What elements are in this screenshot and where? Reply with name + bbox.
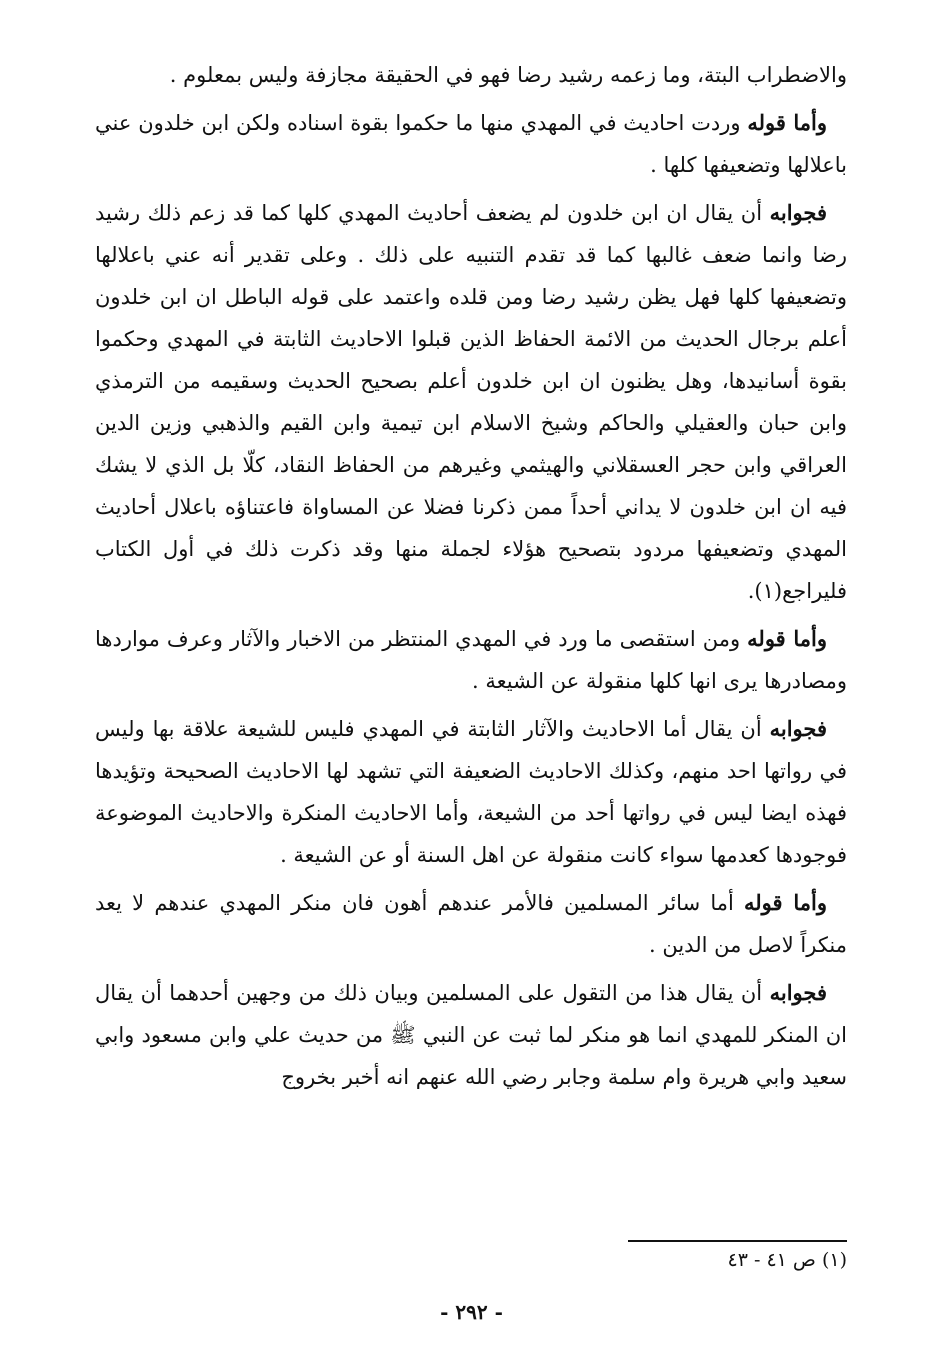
paragraph-lead: وأما قوله [747,626,827,651]
page-number: - ٢٩٢ - [440,1300,503,1324]
paragraph-text: وردت احاديث في المهدي منها ما حكموا بقوة اسناده ولكن ابن خلدون عني باعلالها وتضعيفها كلها . [95,111,847,177]
page-body [95,54,847,1104]
paragraph-6 [95,882,847,966]
paragraph-text: أن يقال هذا من التقول على المسلمين وبيان ذلك من وجهين أحدهما أن يقال ان المنكر للمهدي انما هو منكر لما ثبت عن النبي ﷺ من حديث علي وابن مسعود وابي سعيد وابي هريرة وام سلمة وجابر رضي الله عنهم انه أخبر بخروج [95,981,847,1089]
paragraph-text: أن يقال أما الاحاديث والآثار الثابتة في المهدي فليس للشيعة علاقة بها وليس في رواتها احد منهم، وكذلك الاحاديث الضعيفة التي تشهد لها الاحاديث الصحيحة وتؤيدها فهذه ايضا ليس في رواتها أحد من الشيعة، وأما الاحاديث المنكرة والاحاديث الموضوعة فوجودها كعدمها سواء كانت منقولة عن اهل السنة أو عن الشيعة . [95,717,847,867]
paragraph-2 [95,102,847,186]
paragraph-5 [95,708,847,876]
paragraph-text: والاضطراب البتة، وما زعمه رشيد رضا فهو في الحقيقة مجازفة وليس بمعلوم . [169,63,847,87]
paragraph-lead: وأما قوله [744,890,827,915]
paragraph-3 [95,192,847,612]
paragraph-1 [95,54,847,96]
paragraph-lead: فجوابه [769,980,827,1005]
footnote: (١) ص ٤١ - ٤٣ [727,1249,847,1271]
paragraph-text: أما سائر المسلمين فالأمر عندهم أهون فان منكر المهدي عندهم لا يعد منكراً لاصل من الدين . [95,891,847,957]
paragraph-text: ومن استقصى ما ورد في المهدي المنتظر من الاخبار والآثار وعرف مواردها ومصادرها يرى انها كلها منقولة عن الشيعة . [95,627,847,693]
paragraph-4 [95,618,847,702]
paragraph-lead: وأما قوله [747,110,827,135]
paragraph-7 [95,972,847,1098]
paragraph-lead: فجوابه [769,200,827,225]
paragraph-text: أن يقال ان ابن خلدون لم يضعف أحاديث المهدي كلها كما قد زعم ذلك رشيد رضا وانما ضعف غالبها كما قد تقدم التنبيه على ذلك . وعلى تقدير أنه عني باعلالها وتضعيفها كلها فهل يظن رشيد رضا ومن قلده واعتمد على قوله الباطل ان ابن خلدون أعلم برجال الحديث من الائمة الحفاظ الذين قبلوا الاحاديث الثابتة في المهدي وحكموا بقوة أسانيدها، وهل يظنون ان ابن خلدون أعلم بصحيح الحديث وسقيمه من الترمذي وابن حبان والعقيلي والحاكم وشيخ الاسلام ابن تيمية وابن القيم والذهبي وزين الدين العراقي وابن حجر العسقلاني والهيثمي وغيرهم من الحفاظ النقاد، كلّا بل الذي لا يشك فيه ان ابن خلدون لا يداني أحداً ممن ذكرنا فضلا عن المساواة فاعتناؤه باعلال أحاديث المهدي وتضعيفها مردود بتصحيح هؤلاء لجملة منها وقد ذكرت ذلك في أول الكتاب فليراجع(١). [95,201,847,603]
footnote-divider [628,1240,847,1242]
paragraph-lead: فجوابه [769,716,827,741]
